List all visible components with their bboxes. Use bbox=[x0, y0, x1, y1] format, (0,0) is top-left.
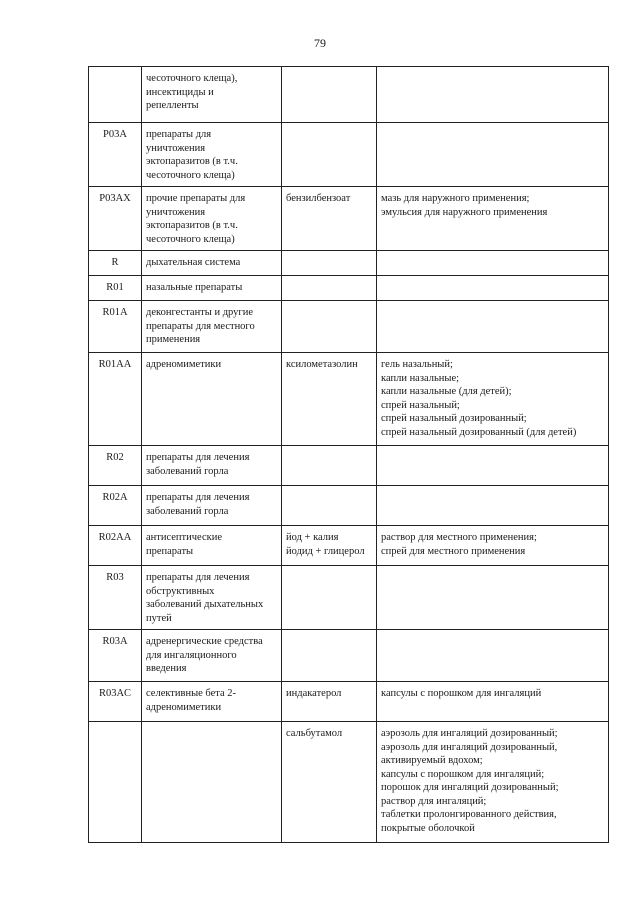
drug-name-cell-line: индакатерол bbox=[286, 688, 342, 699]
anatomical-group-cell bbox=[142, 630, 282, 682]
dosage-form-cell-line: спрей назальный; bbox=[381, 399, 460, 411]
drug-name-cell bbox=[282, 682, 377, 722]
table-row bbox=[89, 630, 609, 682]
anatomical-group-cell-line: инсектициды и bbox=[146, 86, 214, 98]
atc-code-cell: R03AC bbox=[89, 682, 142, 722]
drug-name-cell-line: сальбутамол bbox=[286, 728, 343, 739]
anatomical-group-cell-line: для ингаляционного bbox=[146, 649, 237, 661]
drug-name-cell bbox=[282, 722, 377, 843]
dosage-form-cell bbox=[377, 682, 609, 722]
atc-code-cell: R03 bbox=[89, 566, 142, 630]
anatomical-group-cell-line: деконгестанты и другие bbox=[146, 307, 253, 318]
table-row bbox=[89, 526, 609, 566]
table-row bbox=[89, 566, 609, 630]
table-row bbox=[89, 722, 609, 843]
table-row bbox=[89, 123, 609, 187]
anatomical-group-cell-line: заболеваний дыхательных bbox=[146, 599, 264, 610]
anatomical-group-cell-line: препараты для местного bbox=[146, 320, 255, 332]
dosage-form-cell-line: раствор для ингаляций; bbox=[381, 795, 487, 807]
drug-name-cell bbox=[282, 187, 377, 251]
anatomical-group-cell-line: дыхательная система bbox=[146, 257, 241, 268]
dosage-form-cell-line: покрытые оболочкой bbox=[381, 822, 475, 834]
dosage-form-cell-line: спрей назальный дозированный (для детей) bbox=[381, 426, 577, 438]
drug-name-cell bbox=[282, 353, 377, 446]
dosage-form-cell bbox=[377, 187, 609, 251]
dosage-form-cell-line: мазь для наружного применения; bbox=[381, 193, 530, 204]
dosage-form-cell-line: аэрозоль для ингаляций дозированный, bbox=[381, 741, 558, 753]
dosage-form-cell bbox=[377, 251, 609, 276]
dosage-form-cell-line: спрей назальный дозированный; bbox=[381, 413, 527, 424]
dosage-form-cell bbox=[377, 566, 609, 630]
drug-name-cell bbox=[282, 276, 377, 301]
anatomical-group-cell-line: заболеваний горла bbox=[146, 505, 229, 517]
dosage-form-cell bbox=[377, 630, 609, 682]
dosage-form-cell-line: капли назальные (для детей); bbox=[381, 386, 512, 397]
anatomical-group-cell-line: антисептические bbox=[146, 532, 223, 543]
table-row bbox=[89, 301, 609, 353]
atc-code-cell: R01AA bbox=[89, 353, 142, 446]
table-row bbox=[89, 276, 609, 301]
table-row bbox=[89, 251, 609, 276]
anatomical-group-cell-line: чесоточного клеща) bbox=[146, 233, 235, 245]
anatomical-group-cell-line: чесоточного клеща) bbox=[146, 169, 235, 181]
anatomical-group-cell-line: препараты bbox=[146, 545, 194, 557]
drug-name-cell-line: бензилбензоат bbox=[286, 193, 351, 204]
anatomical-group-cell bbox=[142, 682, 282, 722]
anatomical-group-cell-line: путей bbox=[146, 612, 172, 624]
anatomical-group-cell-line: препараты для лечения bbox=[146, 452, 250, 463]
anatomical-group-cell-line: препараты для bbox=[146, 129, 212, 140]
table-row bbox=[89, 187, 609, 251]
anatomical-group-cell-line: прочие препараты для bbox=[146, 193, 246, 204]
drug-name-cell-line: йод + калия bbox=[286, 532, 339, 543]
anatomical-group-cell-line: назальные препараты bbox=[146, 282, 243, 293]
dosage-form-cell-line: раствор для местного применения; bbox=[381, 532, 537, 543]
dosage-form-cell-line: капсулы с порошком для ингаляций bbox=[381, 688, 542, 699]
anatomical-group-cell bbox=[142, 301, 282, 353]
drug-name-cell bbox=[282, 486, 377, 526]
dosage-form-cell bbox=[377, 486, 609, 526]
anatomical-group-cell-line: уничтожения bbox=[146, 206, 206, 218]
anatomical-group-cell-line: репелленты bbox=[146, 100, 199, 111]
atc-code-cell: P03A bbox=[89, 123, 142, 187]
dosage-form-cell bbox=[377, 123, 609, 187]
dosage-form-cell-line: таблетки пролонгированного действия, bbox=[381, 809, 557, 820]
atc-code-cell bbox=[89, 722, 142, 843]
anatomical-group-cell-line: применения bbox=[146, 334, 201, 345]
anatomical-group-cell bbox=[142, 276, 282, 301]
dosage-form-cell-line: порошок для ингаляций дозированный; bbox=[381, 782, 559, 793]
drug-table bbox=[88, 66, 609, 843]
table-body bbox=[89, 67, 609, 843]
drug-name-cell bbox=[282, 446, 377, 486]
anatomical-group-cell bbox=[142, 722, 282, 843]
drug-name-cell bbox=[282, 526, 377, 566]
atc-code-cell: R02AA bbox=[89, 526, 142, 566]
dosage-form-cell bbox=[377, 722, 609, 843]
anatomical-group-cell bbox=[142, 251, 282, 276]
dosage-form-cell-line: гель назальный; bbox=[381, 359, 453, 370]
atc-code-cell: R02 bbox=[89, 446, 142, 486]
anatomical-group-cell-line: селективные бета 2- bbox=[146, 688, 237, 699]
table-row bbox=[89, 353, 609, 446]
anatomical-group-cell bbox=[142, 353, 282, 446]
drug-name-cell bbox=[282, 251, 377, 276]
dosage-form-cell-line: аэрозоль для ингаляций дозированный; bbox=[381, 728, 558, 739]
dosage-form-cell bbox=[377, 301, 609, 353]
atc-code-cell: R01 bbox=[89, 276, 142, 301]
dosage-form-cell bbox=[377, 446, 609, 486]
atc-code-cell: R bbox=[89, 251, 142, 276]
anatomical-group-cell bbox=[142, 566, 282, 630]
anatomical-group-cell-line: заболеваний горла bbox=[146, 465, 229, 477]
anatomical-group-cell bbox=[142, 526, 282, 566]
drug-name-cell bbox=[282, 123, 377, 187]
anatomical-group-cell-line: адреномиметики bbox=[146, 359, 222, 370]
table-row bbox=[89, 446, 609, 486]
atc-code-cell: R02A bbox=[89, 486, 142, 526]
drug-name-cell-line: ксилометазолин bbox=[286, 359, 358, 370]
anatomical-group-cell-line: эктопаразитов (в т.ч. bbox=[146, 220, 238, 231]
dosage-form-cell bbox=[377, 67, 609, 123]
anatomical-group-cell-line: чесоточного клеща), bbox=[146, 73, 238, 84]
anatomical-group-cell-line: адреномиметики bbox=[146, 701, 222, 713]
drug-name-cell bbox=[282, 301, 377, 353]
table-row bbox=[89, 682, 609, 722]
atc-code-cell: R03A bbox=[89, 630, 142, 682]
anatomical-group-cell-line: уничтожения bbox=[146, 142, 206, 154]
dosage-form-cell-line: капсулы с порошком для ингаляций; bbox=[381, 768, 545, 780]
anatomical-group-cell bbox=[142, 187, 282, 251]
anatomical-group-cell bbox=[142, 123, 282, 187]
dosage-form-cell bbox=[377, 276, 609, 301]
anatomical-group-cell-line: препараты для лечения bbox=[146, 572, 250, 583]
drug-name-cell-line: йодид + глицерол bbox=[286, 545, 365, 557]
anatomical-group-cell-line: обструктивных bbox=[146, 585, 215, 597]
anatomical-group-cell-line: препараты для лечения bbox=[146, 492, 250, 503]
dosage-form-cell-line: капли назальные; bbox=[381, 372, 460, 384]
atc-code-cell bbox=[89, 67, 142, 123]
drug-name-cell bbox=[282, 566, 377, 630]
anatomical-group-cell-line: эктопаразитов (в т.ч. bbox=[146, 156, 238, 167]
anatomical-group-cell bbox=[142, 446, 282, 486]
dosage-form-cell-line: спрей для местного применения bbox=[381, 545, 526, 557]
table-row bbox=[89, 486, 609, 526]
page-number: 79 bbox=[314, 36, 326, 50]
drug-name-cell bbox=[282, 630, 377, 682]
anatomical-group-cell-line: введения bbox=[146, 663, 187, 674]
anatomical-group-cell bbox=[142, 486, 282, 526]
dosage-form-cell bbox=[377, 353, 609, 446]
dosage-form-cell bbox=[377, 526, 609, 566]
drug-name-cell bbox=[282, 67, 377, 123]
atc-code-cell: R01A bbox=[89, 301, 142, 353]
anatomical-group-cell bbox=[142, 67, 282, 123]
anatomical-group-cell-line: адренергические средства bbox=[146, 636, 263, 647]
table-row bbox=[89, 67, 609, 123]
atc-code-cell: P03AX bbox=[89, 187, 142, 251]
dosage-form-cell-line: эмульсия для наружного применения bbox=[381, 206, 548, 218]
dosage-form-cell-line: активируемый вдохом; bbox=[381, 755, 483, 766]
